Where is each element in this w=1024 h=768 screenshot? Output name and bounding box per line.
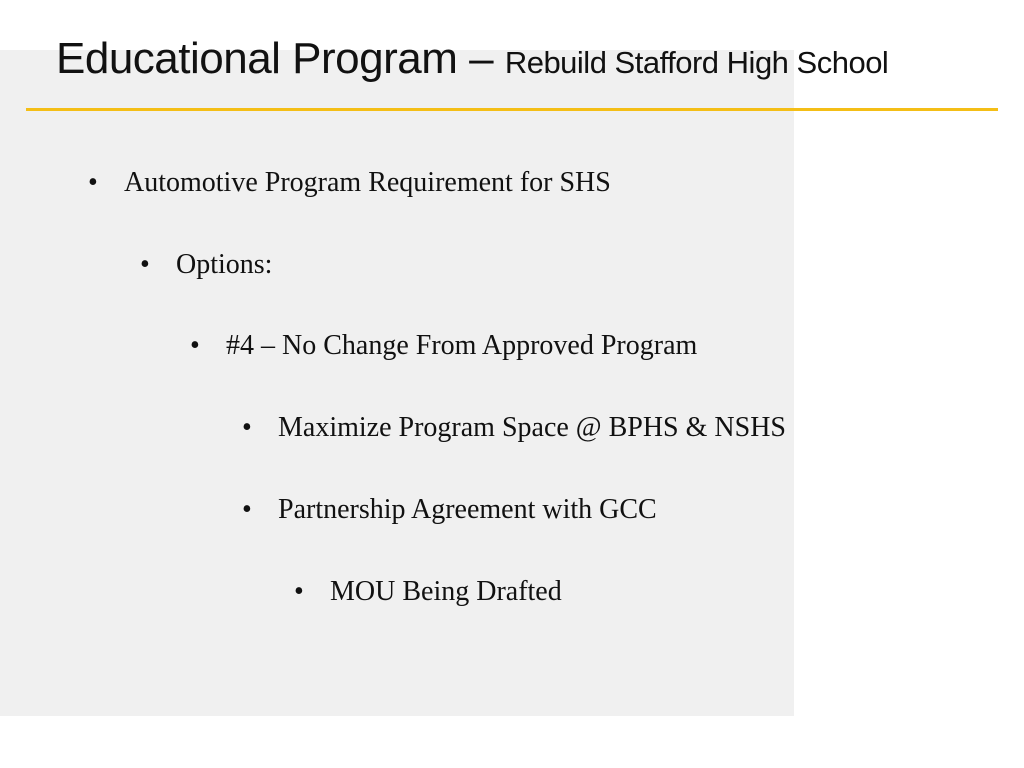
bullet-dot-icon: • xyxy=(190,330,200,361)
bullet-dot-icon: • xyxy=(294,576,304,607)
bullet-item-maximize-space xyxy=(242,411,786,445)
bullet-text: #4 – No Change From Approved Program xyxy=(226,330,698,361)
bullet-item-options xyxy=(140,248,272,282)
title-underline-rule xyxy=(26,108,998,111)
bullet-text: Options: xyxy=(176,249,273,280)
bullet-text: MOU Being Drafted xyxy=(330,576,562,607)
bullet-item-mou-drafted xyxy=(294,575,562,609)
bullet-text: Partnership Agreement with GCC xyxy=(278,494,657,525)
slide-title xyxy=(56,34,888,84)
bullet-text: Maximize Program Space @ BPHS & NSHS xyxy=(278,412,786,443)
slide-title-subtitle: Rebuild Stafford High School xyxy=(504,45,889,80)
bullet-item-automotive-requirement xyxy=(88,166,611,200)
bullet-text: Automotive Program Requirement for SHS xyxy=(124,167,611,198)
bullet-dot-icon: • xyxy=(88,167,98,198)
content-background-panel xyxy=(0,50,794,716)
bullet-item-option-4 xyxy=(190,329,697,363)
bullet-dot-icon: • xyxy=(242,412,252,443)
bullet-item-partnership-gcc xyxy=(242,493,657,527)
bullet-dot-icon: • xyxy=(242,494,252,525)
slide-title-main: Educational Program – xyxy=(56,34,505,83)
bullet-dot-icon: • xyxy=(140,249,150,280)
